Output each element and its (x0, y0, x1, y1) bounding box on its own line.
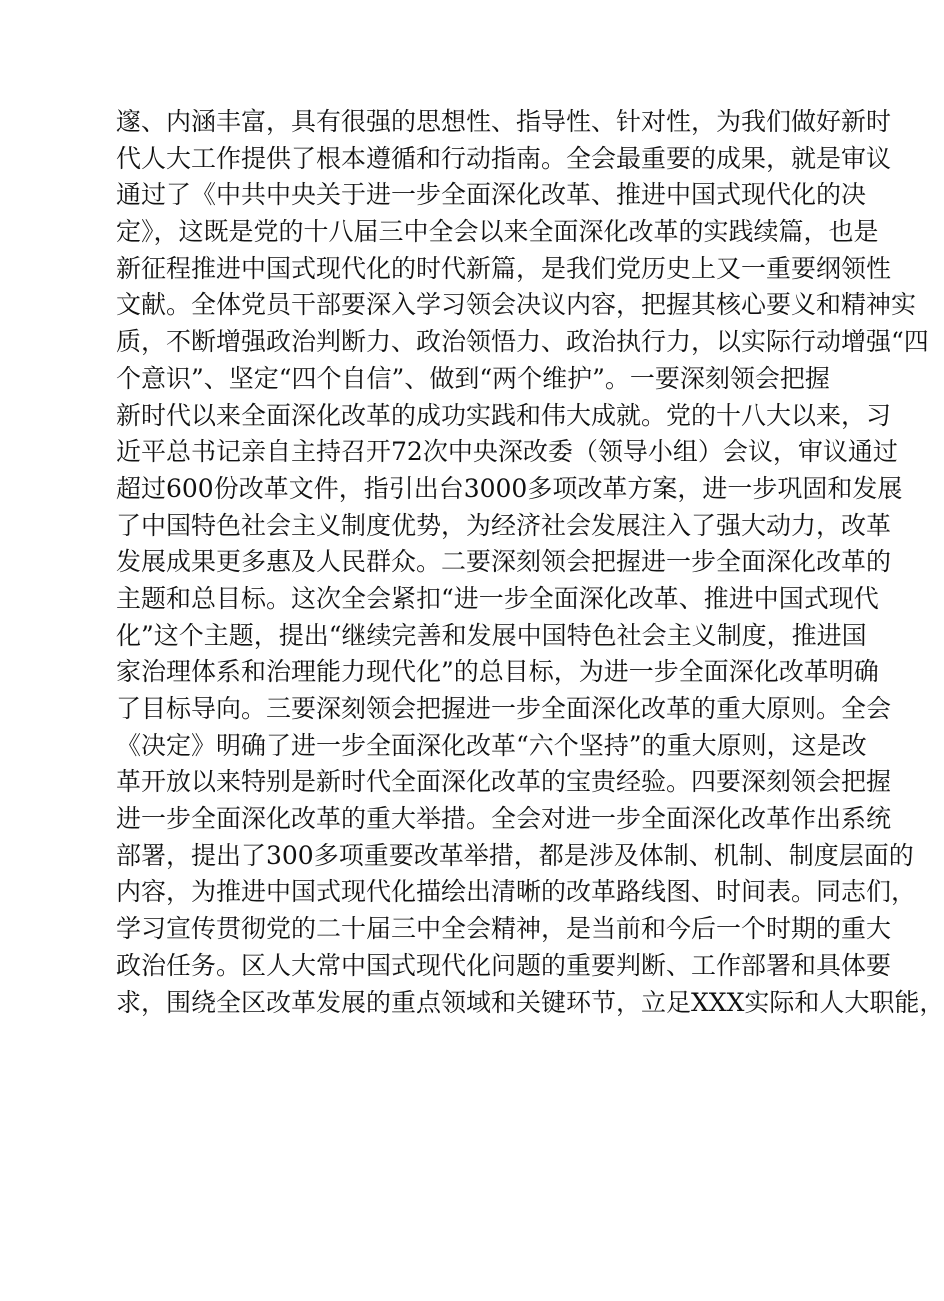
text-line: 内容，为推进中国式现代化描绘出清晰的改革路线图、时间表。同志们， (116, 877, 917, 907)
text-line: 家治理体系和治理能力现代化”的总目标，为进一步全面深化改革明确 (116, 657, 879, 687)
text-line: 进一步全面深化改革的重大举措。全会对进一步全面深化改革作出系统 (116, 804, 892, 834)
text-line: 定》，这既是党的十八届三中全会以来全面深化改革的实践续篇，也是 (116, 217, 879, 247)
text-line: 文献。全体党员干部要深入学习领会决议内容，把握其核心要义和精神实 (116, 290, 917, 320)
text-line: 代人大工作提供了根本遵循和行动指南。全会最重要的成果，就是审议 (116, 143, 892, 173)
text-line: 《决定》明确了进一步全面深化改革“六个坚持”的重大原则，这是改 (116, 730, 867, 760)
text-line: 部署，提出了300多项重要改革举措，都是涉及体制、机制、制度层面的 (116, 840, 914, 870)
text-line: 近平总书记亲自主持召开72次中央深改委（领导小组）会议，审议通过 (116, 437, 898, 467)
text-line: 主题和总目标。这次全会紧扣“进一步全面深化改革、推进中国式现代 (116, 583, 879, 613)
text-line: 了目标导向。三要深刻领会把握进一步全面深化改革的重大原则。全会 (116, 694, 892, 723)
text-line: 学习宣传贯彻党的二十届三中全会精神，是当前和今后一个时期的重大 (116, 914, 892, 944)
text-line: 超过600份改革文件，指引出台3000多项改革方案，进一步巩固和发展 (116, 473, 903, 503)
text-line: 新时代以来全面深化改革的成功实践和伟大成就。党的十八大以来，习 (116, 400, 892, 430)
text-line: 新征程推进中国式现代化的时代新篇，是我们党历史上又一重要纲领性 (116, 253, 892, 283)
text-line: 政治任务。区人大常中国式现代化问题的重要判断、工作部署和具体要 (116, 950, 892, 980)
text-line: 求，围绕全区改革发展的重点领域和关键环节，立足XXX实际和人大职能， (116, 987, 944, 1017)
text-line: 化”这个主题，提出“继续完善和发展中国特色社会主义制度，推进国 (116, 620, 867, 650)
text-line: 邃、内涵丰富，具有很强的思想性、指导性、针对性，为我们做好新时 (116, 107, 892, 136)
text-line: 发展成果更多惠及人民群众。二要深刻领会把握进一步全面深化改革的 (116, 547, 892, 577)
text-line: 了中国特色社会主义制度优势，为经济社会发展注入了强大动力，改革 (116, 510, 892, 540)
text-line: 通过了《中共中央关于进一步全面深化改革、推进中国式现代化的决 (116, 180, 867, 210)
text-line: 个意识”、坚定“四个自信”、做到“两个维护”。一要深刻领会把握 (116, 363, 830, 393)
text-line: 质，不断增强政治判断力、政治领悟力、政治执行力，以实际行动增强“四 (116, 327, 929, 357)
body-text (116, 104, 944, 1021)
text-line: 革开放以来特别是新时代全面深化改革的宝贵经验。四要深刻领会把握 (116, 767, 892, 797)
